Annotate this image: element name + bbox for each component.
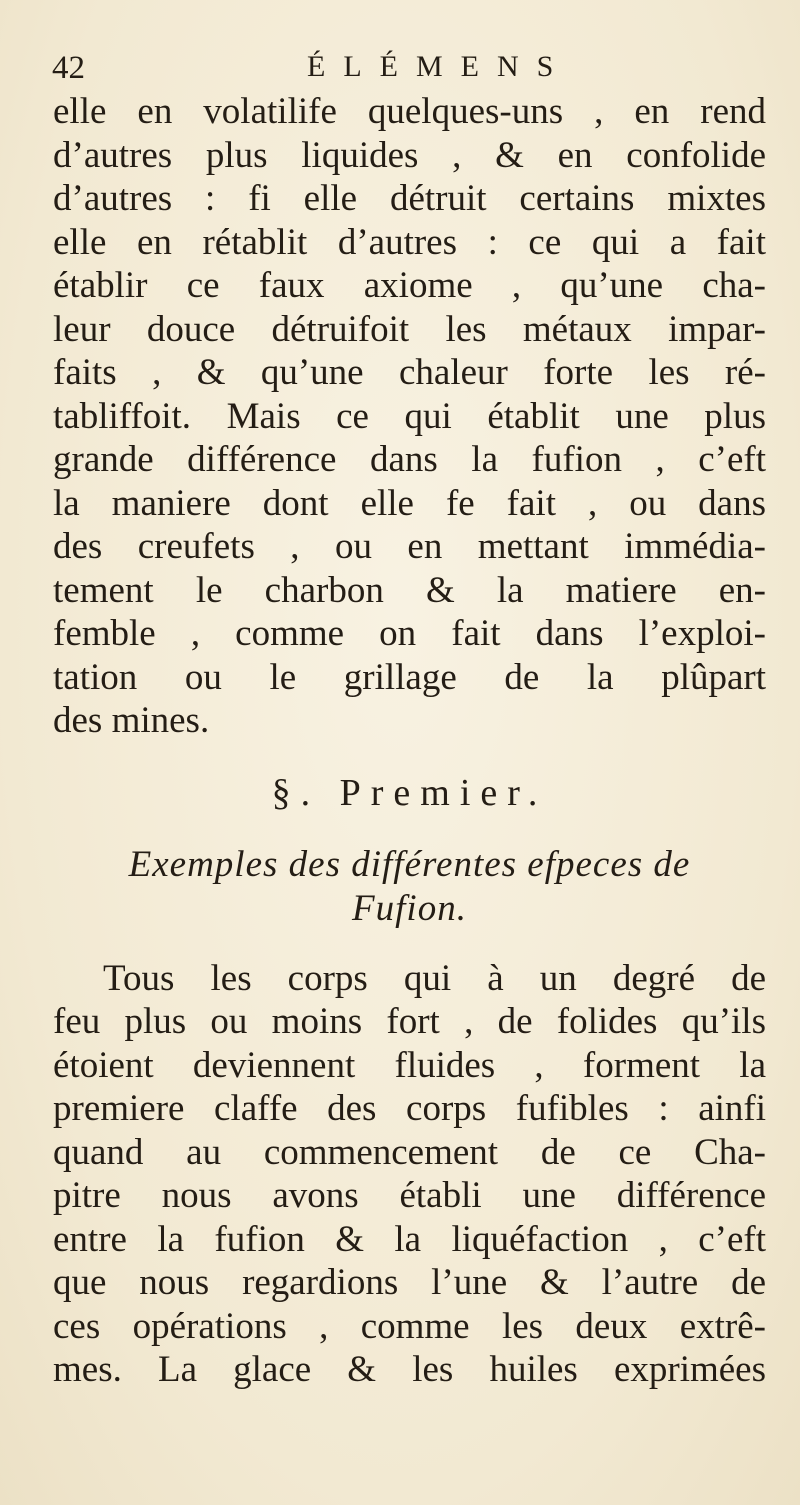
text-line: leur douce détruifoit les métaux impar- [53,308,766,350]
section-subtitle-line-1: Exemples des différentes efpeces de [128,843,691,885]
text-line: étoient deviennent fluides , forment la [53,1044,766,1086]
text-line: d’autres : fi elle détruit certains mixtes [53,178,766,219]
running-head: ÉLÉMENS [307,50,572,83]
text-line: que nous regardions l’une & l’autre de [53,1262,766,1303]
paragraph-2 [53,957,766,1392]
text-line: tabliffoit. Mais ce qui établit une plus [53,395,766,437]
text-line: feu plus ou moins fort , de folides qu’ils [53,1001,766,1042]
text-line: établir ce faux axiome , qu’une cha- [53,265,766,306]
text-line: elle en volatilife quelques-uns , en rend [53,91,766,132]
text-line: premiere claffe des corps fufibles : ainfi [53,1088,766,1129]
text-line: grande différence dans la fufion , c’eft [53,439,766,480]
text-line: des mines. [53,700,210,741]
text-line: femble , comme on fait dans l’exploi- [53,613,766,654]
text-line: ces opérations , comme les deux extrê- [53,1305,766,1347]
page-number: 42 [52,50,85,86]
text-line: tation ou le grillage de la plûpart [53,656,766,698]
page-body [53,90,766,1392]
text-line: Tous les corps qui à un degré de [103,957,766,999]
text-line: d’autres plus liquides , & en confolide [53,134,766,176]
section-subtitle-line-2: Fufion. [352,887,467,929]
text-line: entre la fufion & la liquéfaction , c’eft [53,1218,766,1260]
text-line: la maniere dont elle fe fait , ou dans [53,482,766,524]
text-line: tement le charbon & la matiere en- [53,569,766,611]
text-line: quand au commencement de ce Cha- [53,1131,766,1173]
text-line: pitre nous avons établi une différence [53,1175,766,1216]
text-line: faits , & qu’une chaleur forte les ré- [53,352,766,393]
paragraph-1 [53,90,766,743]
text-line: mes. La glace & les huiles exprimées [53,1349,766,1390]
text-line: elle en rétablit d’autres : ce qui a fait [53,221,766,263]
text-line: des creufets , ou en mettant immédia- [53,526,766,567]
section-heading: §. Premier. [271,771,548,814]
